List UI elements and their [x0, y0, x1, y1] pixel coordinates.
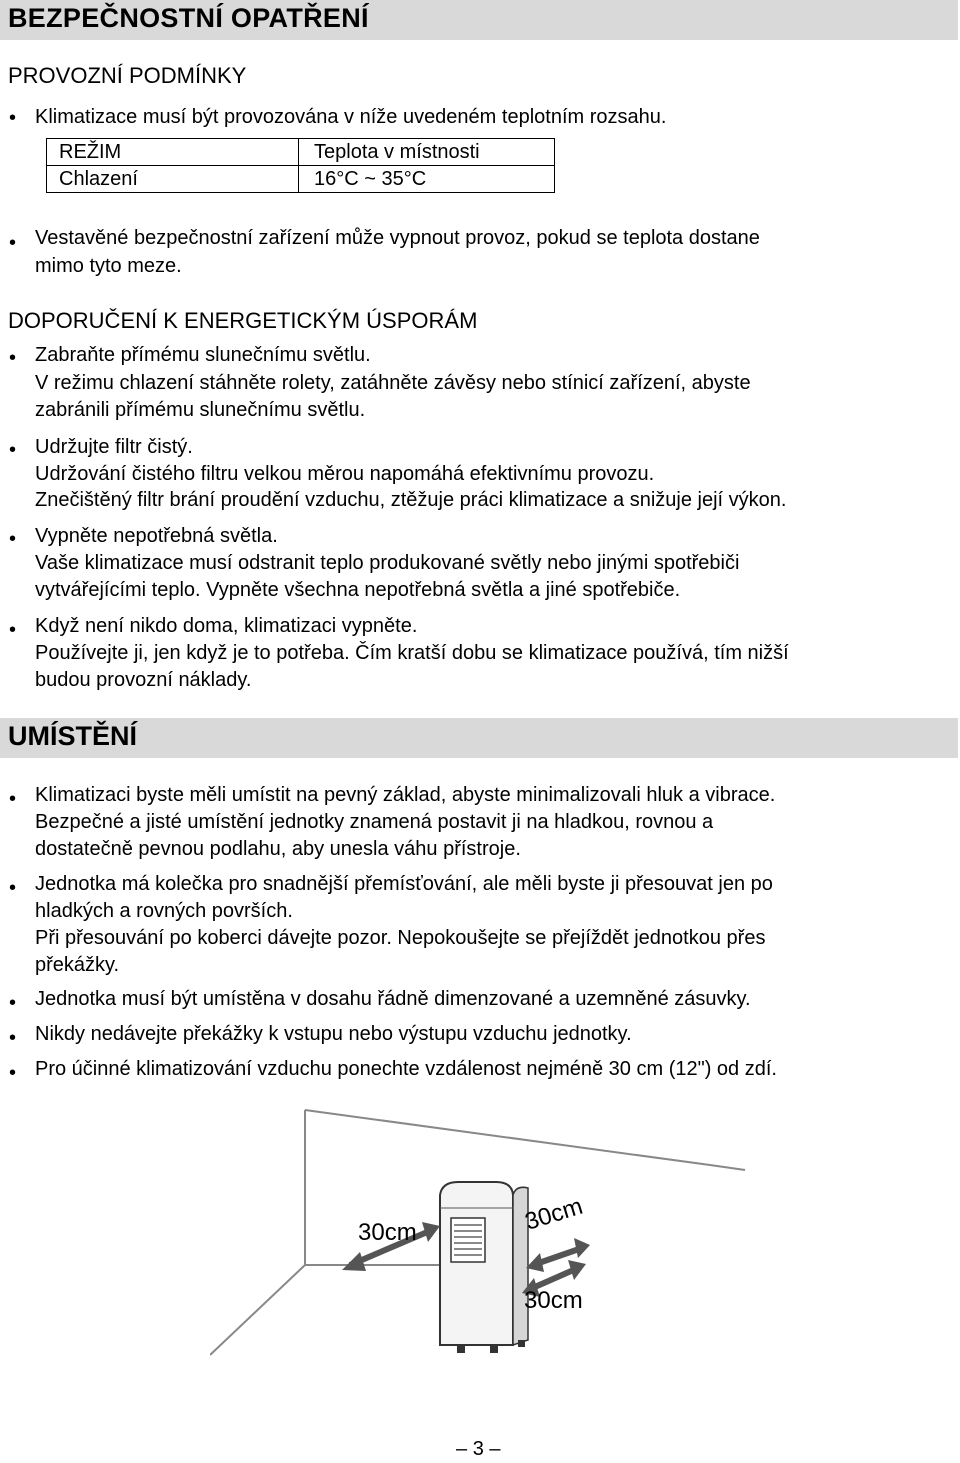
clearance-label-right: 30cm: [521, 1192, 586, 1236]
table-header-mode: REŽIM: [47, 139, 299, 166]
title-bar: [0, 0, 958, 40]
energy-item-3-line-2: Vaše klimatizace musí odstranit teplo produkované světly nebo jinými spotřebiči: [35, 552, 740, 574]
bullet-icon: •: [9, 992, 17, 1014]
bullet-icon: •: [9, 232, 17, 254]
energy-item-2-line-1: Udržujte filtr čistý.: [35, 436, 193, 458]
energy-item-2-line-2: Udržování čistého filtru velkou měrou napomáhá efektivnímu provozu.: [35, 463, 655, 485]
bullet-icon: •: [9, 528, 17, 550]
placement-item-3: Jednotka musí být umístěna v dosahu řádně dimenzované a uzemněné zásuvky.: [35, 988, 751, 1010]
energy-item-4-line-2: Používejte ji, jen když je to potřeba. Čím kratší dobu se klimatizace používá, tím nižší: [35, 642, 789, 664]
bullet-icon: •: [9, 1062, 17, 1084]
operating-bullet-2-line-1: Vestavěné bezpečnostní zařízení může vypnout provoz, pokud se teplota dostane: [35, 227, 760, 249]
bullet-icon: •: [9, 788, 17, 810]
placement-item-5: Pro účinné klimatizování vzduchu ponechte vzdálenost nejméně 30 cm (12") od zdí.: [35, 1058, 777, 1080]
placement-section-bar: [0, 718, 958, 758]
bullet-icon: •: [9, 347, 17, 369]
placement-item-2-line-4: překážky.: [35, 954, 120, 976]
placement-item-2-line-1: Jednotka má kolečka pro snadnější přemísťování, ale měli byste ji přesouvat jen po: [35, 873, 773, 895]
page-number: – 3 –: [456, 1438, 501, 1460]
operating-bullet-2-line-2: mimo tyto meze.: [35, 255, 182, 277]
clearance-label-left: 30cm: [358, 1219, 417, 1246]
operating-bullet-1: Klimatizace musí být provozována v níže uvedeném teplotním rozsahu.: [35, 106, 667, 128]
table-cell-mode: Chlazení: [47, 166, 299, 193]
placement-item-1-line-3: dostatečně pevnou podlahu, aby unesla váhu přístroje.: [35, 838, 521, 860]
energy-item-4-line-3: budou provozní náklady.: [35, 669, 252, 691]
energy-item-3-line-3: vytvářejícími teplo. Vypněte všechna nepotřebná světla a jiné spotřebiče.: [35, 579, 681, 601]
placement-item-1-line-1: Klimatizaci byste měli umístit na pevný základ, abyste minimalizovali hluk a vibrace.: [35, 784, 776, 806]
clearance-label-bottom: 30cm: [524, 1287, 583, 1314]
table-cell-temp: 16°C ~ 35°C: [299, 166, 555, 193]
bullet-icon: •: [9, 439, 17, 461]
clearance-illustration: [210, 1090, 750, 1400]
bullet-icon: •: [9, 107, 17, 129]
energy-item-1-line-3: zabránili přímému slunečnímu světlu.: [35, 399, 366, 421]
energy-item-4-line-1: Když není nikdo doma, klimatizaci vypněte.: [35, 615, 418, 637]
placement-item-4: Nikdy nedávejte překážky k vstupu nebo výstupu vzduchu jednotky.: [35, 1023, 632, 1045]
bullet-icon: •: [9, 877, 17, 899]
placement-heading: UMÍSTĚNÍ: [8, 721, 138, 751]
bullet-icon: •: [9, 619, 17, 641]
energy-heading: DOPORUČENÍ K ENERGETICKÝM ÚSPORÁM: [8, 308, 478, 333]
energy-item-1-line-1: Zabraňte přímému slunečnímu světlu.: [35, 344, 371, 366]
placement-item-2-line-2: hladkých a rovných površích.: [35, 900, 293, 922]
bullet-icon: •: [9, 1027, 17, 1049]
page-number-value: 3: [472, 1438, 484, 1460]
energy-item-1-line-2: V režimu chlazení stáhněte rolety, zatáhněte závěsy nebo stínicí zařízení, abyste: [35, 372, 751, 394]
energy-item-3-line-1: Vypněte nepotřebná světla.: [35, 525, 278, 547]
energy-item-2-line-3: Znečištěný filtr brání proudění vzduchu, ztěžuje práci klimatizace a snižuje její výkon.: [35, 489, 787, 511]
table-row: [47, 166, 555, 193]
temperature-table: [46, 138, 555, 193]
page-title: BEZPEČNOSTNÍ OPATŘENÍ: [8, 3, 369, 33]
placement-item-1-line-2: Bezpečné a jisté umístění jednotky znamená postavit ji na hladkou, rovnou a: [35, 811, 714, 833]
table-row: [47, 139, 555, 166]
air-conditioner-unit: [440, 1182, 528, 1353]
table-header-temp: Teplota v místnosti: [299, 139, 555, 166]
operating-heading: PROVOZNÍ PODMÍNKY: [8, 63, 247, 88]
placement-item-2-line-3: Při přesouvání po koberci dávejte pozor. Nepokoušejte se přejíždět jednotkou přes: [35, 927, 766, 949]
